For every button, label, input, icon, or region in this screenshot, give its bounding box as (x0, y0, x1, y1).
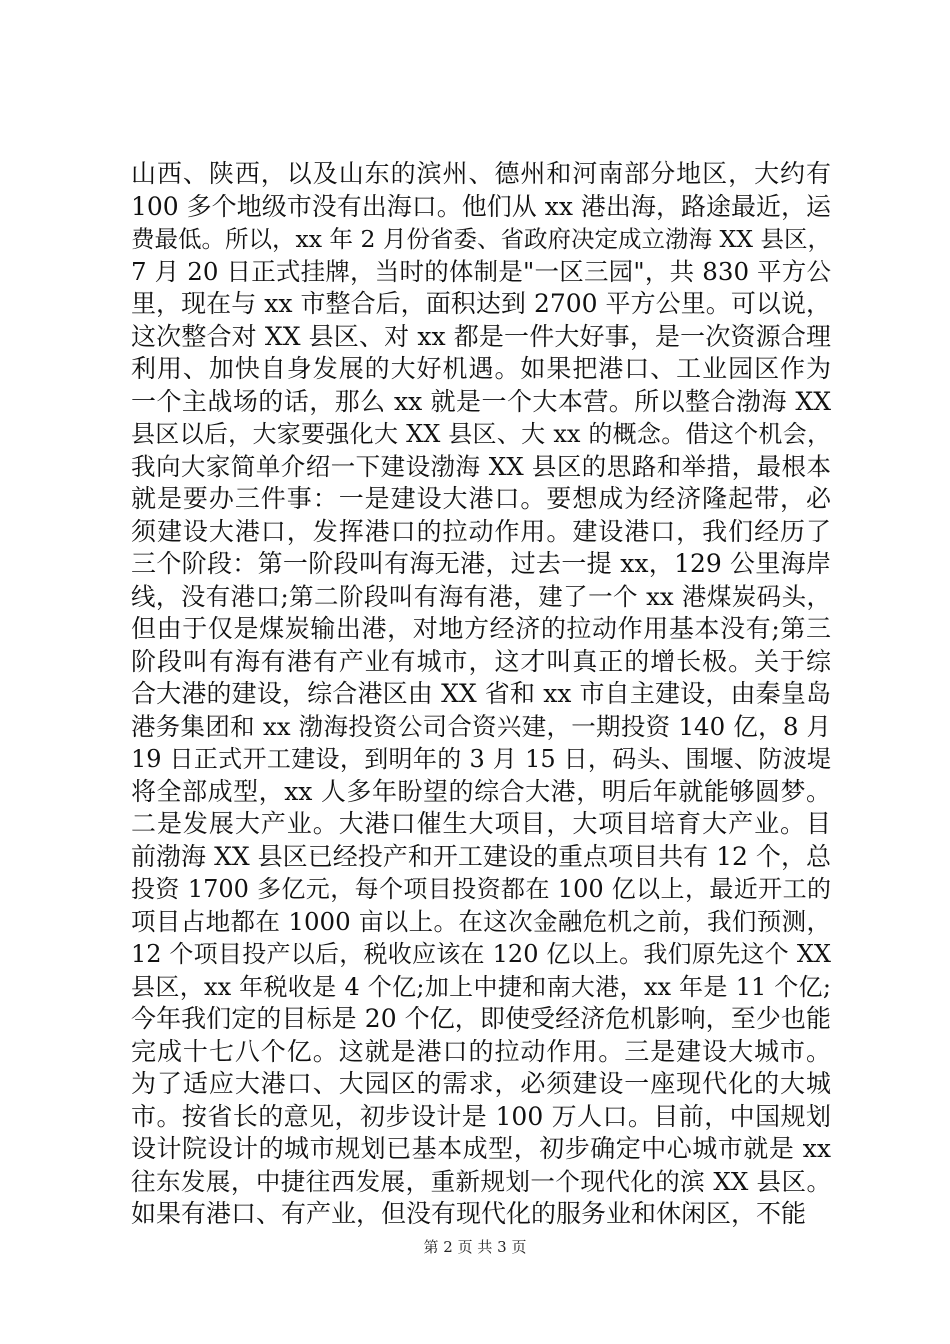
text-line: 线，没有港口;第二阶段叫有海有港，建了一个 xx 港煤炭码头， (131, 581, 831, 611)
text-line: 阶段叫有海有港有产业有城市，这才叫真正的增长极。关于综 (131, 646, 831, 676)
text-line: 二是发展大产业。大港口催生大项目，大项目培育大产业。目 (131, 809, 831, 838)
text-line: 须建设大港口，发挥港口的拉动作用。建设港口，我们经历了 (131, 516, 831, 546)
text-line: 设计院设计的城市规划已基本成型，初步确定中心城市就是 xx (131, 1134, 831, 1163)
text-line: 往东发展，中捷往西发展，重新规划一个现代化的滨 XX 县区。 (131, 1166, 831, 1196)
text-line: 如果有港口、有产业，但没有现代化的服务业和休闲区，不能 (131, 1199, 807, 1228)
text-line: 市。按省长的意见，初步设计是 100 万人口。目前，中国规划 (131, 1101, 831, 1131)
text-line: 一个主战场的话，那么 xx 就是一个大本营。所以整合渤海 XX (131, 386, 831, 416)
text-line: 我向大家简单介绍一下建设渤海 XX 县区的思路和举措，最根本 (131, 451, 831, 481)
text-line: 前渤海 XX 县区已经投产和开工建设的重点项目共有 12 个，总 (131, 841, 831, 871)
text-line: 山西、陕西，以及山东的滨州、德州和河南部分地区，大约有 (131, 159, 831, 188)
text-line: 就是要办三件事：一是建设大港口。要想成为经济隆起带，必 (131, 484, 831, 513)
text-line: 合大港的建设，综合港区由 XX 省和 xx 市自主建设，由秦皇岛 (131, 679, 831, 708)
text-line: 里，现在与 xx 市整合后，面积达到 2700 平方公里。可以说， (131, 289, 831, 318)
text-line: 19 日正式开工建设，到明年的 3 月 15 日，码头、围堰、防波堤 (131, 745, 831, 773)
text-line: 完成十七八个亿。这就是港口的拉动作用。三是建设大城市。 (131, 1036, 831, 1066)
text-line: 费最低。所以，xx 年 2 月份省委、省政府决定成立渤海 XX 县区， (131, 225, 831, 253)
text-line: 7 月 20 日正式挂牌，当时的体制是"一区三园"，共 830 平方公 (131, 256, 831, 286)
text-line: 投资 1700 多亿元，每个项目投资都在 100 亿以上，最近开工的 (131, 875, 831, 903)
text-line: 三个阶段：第一阶段叫有海无港，过去一提 xx，129 公里海岸 (131, 549, 831, 578)
text-line: 港务集团和 xx 渤海投资公司合资兴建，一期投资 140 亿，8 月 (131, 711, 831, 741)
text-line: 县区以后，大家要强化大 XX 县区、大 xx 的概念。借这个机会， (131, 420, 831, 448)
text-line: 100 多个地级市没有出海口。他们从 xx 港出海，路途最近，运 (131, 191, 831, 221)
text-line: 项目占地都在 1000 亩以上。在这次金融危机之前，我们预测， (131, 906, 831, 936)
text-line: 县区，xx 年税收是 4 个亿;加上中捷和南大港，xx 年是 11 个亿; (131, 972, 831, 1001)
body-text (131, 158, 831, 1231)
text-line: 但由于仅是煤炭输出港，对地方经济的拉动作用基本没有;第三 (131, 614, 831, 643)
text-line: 今年我们定的目标是 20 个亿，即使受经济危机影响，至少也能 (131, 1004, 831, 1033)
text-line: 这次整合对 XX 县区、对 xx 都是一件大好事，是一次资源合理 (131, 321, 831, 351)
text-line: 为了适应大港口、大园区的需求，必须建设一座现代化的大城 (131, 1069, 831, 1098)
page-footer: 第 2 页 共 3 页 (423, 1238, 527, 1256)
text-line: 将全部成型，xx 人多年盼望的综合大港，明后年就能够圆梦。 (131, 776, 831, 806)
text-line: 利用、加快自身发展的大好机遇。如果把港口、工业园区作为 (131, 354, 831, 383)
text-line: 12 个项目投产以后，税收应该在 120 亿以上。我们原先这个 XX (131, 940, 831, 968)
